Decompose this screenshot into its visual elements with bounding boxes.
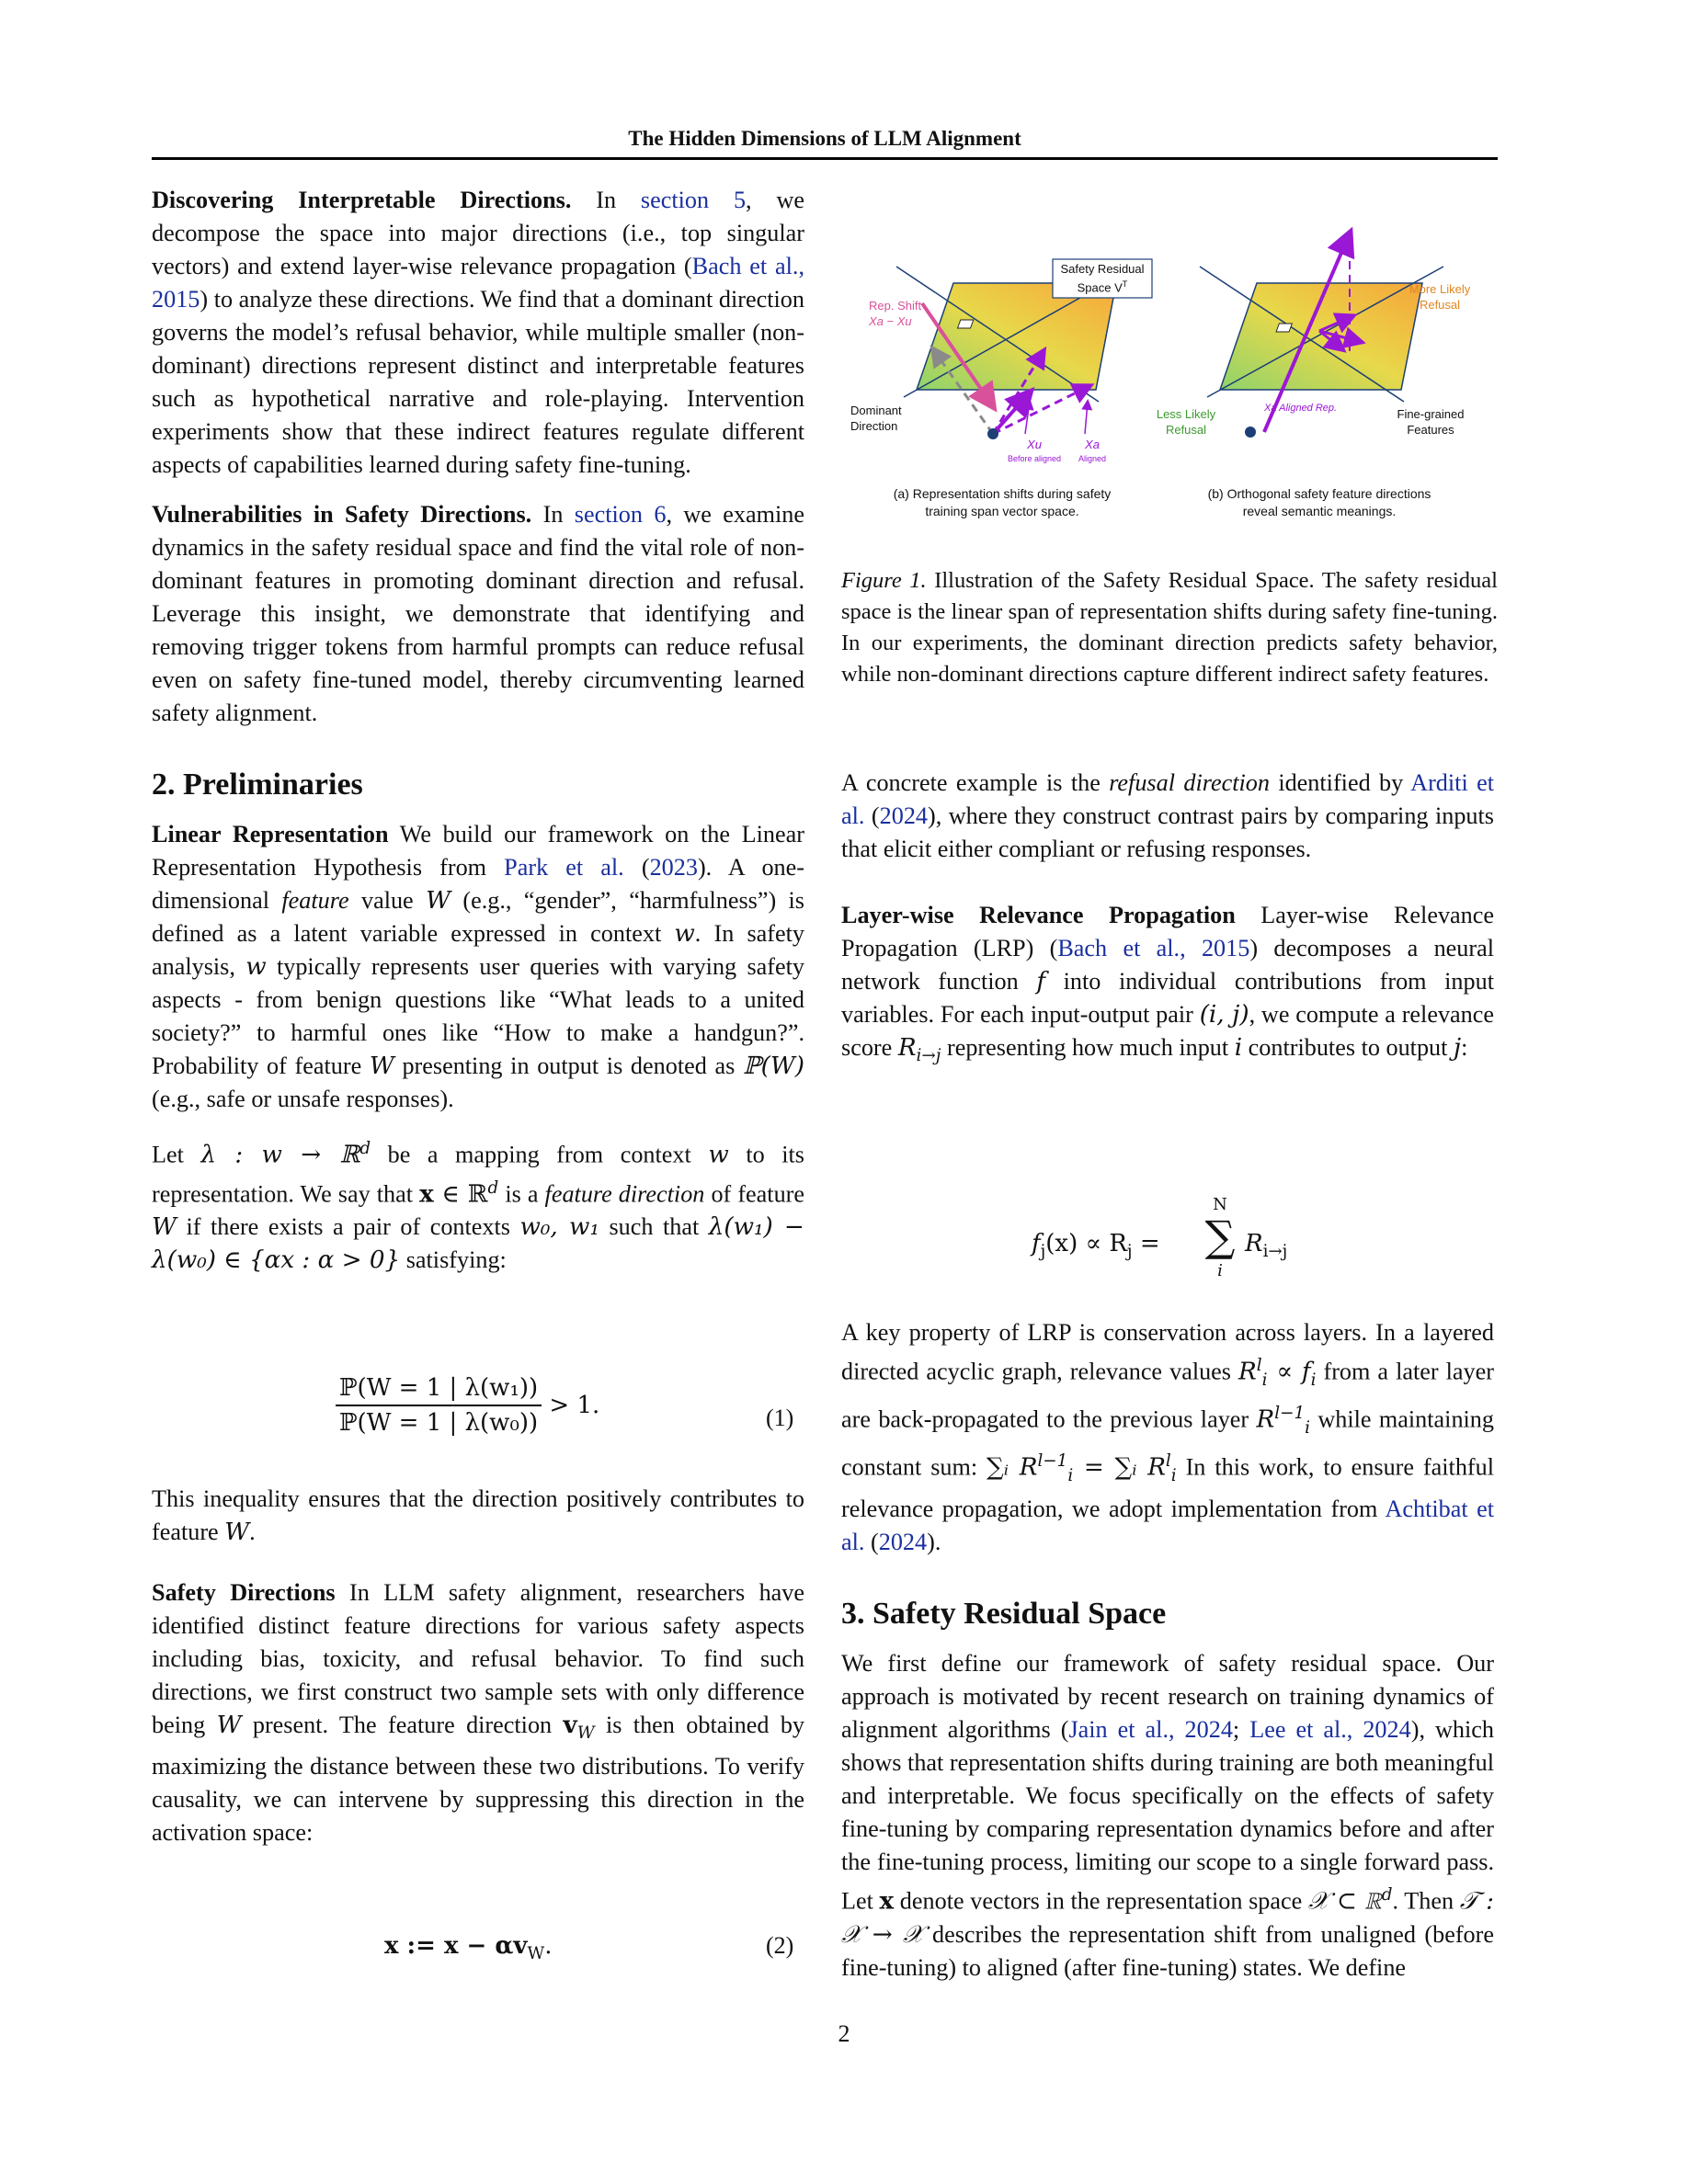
- fig-text: reveal semantic meanings.: [1242, 504, 1397, 518]
- eq3-sum-bottom: i: [1217, 1261, 1223, 1280]
- text: from a later layer are back-propagated to the previous layer: [841, 1358, 1494, 1433]
- text: ), where they construct contrast pairs by comparing inputs that elicit either compliant or refusing responses.: [841, 802, 1494, 862]
- math: λ : w → ℝ: [200, 1141, 360, 1169]
- fig-text: Features: [1407, 423, 1454, 437]
- paragraph-heading: Discovering Interpretable Directions.: [152, 187, 572, 213]
- text: A key property of LRP is conservation across layers. In a layered directed acyclic graph, relevance values: [841, 1319, 1494, 1385]
- math: l−1: [1274, 1403, 1306, 1423]
- eq3-sum-sign: ∑: [1204, 1211, 1236, 1261]
- text: such that: [599, 1213, 709, 1241]
- text: In: [571, 187, 641, 213]
- fig-text: Direction: [850, 419, 898, 433]
- running-header: The Hidden Dimensions of LLM Alignment: [628, 127, 1021, 150]
- citation-link[interactable]: Achtibat et al.: [841, 1495, 1495, 1555]
- paragraph-heading: Linear Representation: [152, 821, 389, 847]
- math: ℙ(W): [742, 1052, 804, 1080]
- math: j: [1453, 1034, 1462, 1062]
- eq1-rhs: > 1.: [549, 1392, 600, 1419]
- xu-arrow: [993, 392, 1030, 434]
- label-dominant-direction: [850, 403, 902, 434]
- section-heading-preliminaries: 2. Preliminaries: [152, 768, 363, 802]
- text: (: [864, 802, 880, 829]
- origin-point-b: [1245, 427, 1256, 438]
- label-xa: [1069, 438, 1115, 465]
- fig-text: Xa: [1085, 438, 1100, 451]
- math: d: [1381, 1884, 1393, 1905]
- math: i→j: [916, 1046, 941, 1066]
- text: , we compute a relevance score: [841, 1001, 1495, 1061]
- fig-text: Xu: [1027, 438, 1042, 451]
- eq3-part: j: [1040, 1242, 1046, 1262]
- left-column-lower: [152, 1483, 804, 1849]
- eq3-part: (x) ∝ R: [1045, 1230, 1127, 1257]
- fig-text: (a) Representation shifts during safety: [893, 486, 1112, 501]
- math: W: [369, 1052, 394, 1080]
- paragraph-key-property: [841, 1316, 1494, 1559]
- subcaption-b: [1163, 485, 1476, 520]
- text: into individual contributions from input variables. For each input-output pair: [841, 968, 1494, 1028]
- eq3-part: R: [1245, 1230, 1263, 1257]
- eq3-part: =: [1132, 1230, 1160, 1257]
- math: 𝒳 ⊂ ℝ: [1307, 1887, 1382, 1916]
- text: present. The feature direction: [241, 1712, 564, 1738]
- citation-link[interactable]: Park et al.: [504, 854, 624, 881]
- paragraph-framework: [841, 1647, 1494, 1985]
- text: of feature: [704, 1180, 805, 1208]
- fig-text: Xa − Xu: [869, 314, 912, 328]
- text: ). A one-dimensional: [152, 854, 804, 914]
- text: , we examine dynamics in the safety residual space and find the vital role of non-dominant features in promoting dominant direction and refusal. Leverage this insight, we demonstrate that identifying and removing trigger tokens from harmful prompts can reduce refusal even on safety fine-tuned model, thereby circumventing learned safety alignment.: [152, 501, 804, 726]
- math: x: [419, 1179, 434, 1209]
- math: w: [674, 920, 695, 948]
- math: i: [1234, 1034, 1243, 1062]
- text: ), which shows that representation shifts during training are both meaningful and interpretable. We focus specifically on the effects of safety fine-tuning by comparing representation dynamics before and after the fine-tuning process, limiting our scope to a single forward pass. Let: [841, 1715, 1494, 1915]
- fig-text: Rep. Shift: [869, 299, 922, 313]
- paragraph-let: [152, 1132, 804, 1277]
- text: , we decompose the space into major directions (i.e., top singular vectors) and extend layer-wise relevance propagation (: [152, 187, 804, 279]
- fig-text: Less Likely: [1156, 407, 1216, 421]
- text: presenting in output is denoted as: [393, 1052, 743, 1079]
- fig-text: T: [1122, 279, 1128, 289]
- text: (e.g., safe or unsafe responses).: [152, 1086, 454, 1112]
- caption-label: Figure 1.: [841, 568, 927, 593]
- eq1-numerator: ℙ(W = 1 | λ(w₁)): [336, 1374, 542, 1406]
- text: A concrete example is the: [841, 769, 1110, 796]
- math: W: [224, 1519, 250, 1546]
- label-fine-grained: [1391, 406, 1470, 438]
- fig-text: Xa Aligned Rep.: [1264, 403, 1338, 414]
- text: ).: [927, 1528, 941, 1555]
- emphasis: feature direction: [544, 1180, 705, 1208]
- text: describes the representation shift from unaligned (before fine-tuning) to aligned (after fine-tuning) states. We define: [841, 1920, 1494, 1981]
- text: if there exists a pair of contexts: [176, 1213, 520, 1241]
- figure-1-diagram: [841, 213, 1498, 530]
- citation-year-link[interactable]: 2023: [649, 854, 698, 881]
- citation-year-link[interactable]: 2024: [878, 1528, 928, 1555]
- text: Let: [152, 1141, 201, 1168]
- eq3-left: [1032, 1230, 1160, 1261]
- math: l: [1256, 1356, 1262, 1375]
- caption-text: Illustration of the Safety Residual Space. The safety residual space is the linear span of representation shifts during safety fine-tuning. In our experiments, the dominant direction predicts safety behavior, while non-dominant directions capture different indirect safety features.: [841, 568, 1498, 687]
- math: ∑ᵢ R: [987, 1453, 1038, 1482]
- section-heading-safety-residual: 3. Safety Residual Space: [841, 1596, 1167, 1631]
- fig-text: training span vector space.: [925, 504, 1079, 518]
- fig-text: Dominant: [850, 404, 902, 417]
- text: ) decomposes a neural network function: [841, 935, 1494, 995]
- math: (i, j): [1199, 1001, 1249, 1029]
- citation-link[interactable]: Arditi et al.: [841, 769, 1495, 829]
- math: R: [1256, 1405, 1275, 1434]
- label-rep-shift: [869, 298, 921, 329]
- equation-3: [1032, 1195, 1326, 1278]
- math: i: [1067, 1465, 1074, 1485]
- eq2-sub: W: [527, 1944, 545, 1964]
- paragraph-heading: Safety Directions: [152, 1579, 336, 1606]
- paragraph-discovering: [152, 184, 804, 482]
- eq3-part: i→j: [1262, 1242, 1288, 1262]
- text: (: [864, 1528, 879, 1555]
- label-less-likely-refusal: [1146, 406, 1226, 438]
- xa-pointer: [1085, 402, 1088, 434]
- emphasis: refusal direction: [1109, 769, 1270, 796]
- section-link[interactable]: section 6: [574, 501, 667, 528]
- equation-1: [336, 1374, 599, 1437]
- text: while maintaining constant sum:: [841, 1405, 1494, 1481]
- fig-text: Refusal: [1165, 423, 1207, 437]
- fig-text: Aligned: [1078, 454, 1107, 463]
- text: to its representation. We say that: [152, 1141, 804, 1208]
- math: W: [576, 1723, 595, 1744]
- math: w: [708, 1141, 729, 1169]
- paragraph-safety-directions: [152, 1576, 804, 1849]
- eq3-part: j: [1126, 1242, 1133, 1262]
- text: We first define our framework of safety residual space. Our approach is motivated by recent research on training dynamics of alignment algorithms (: [841, 1649, 1494, 1743]
- paragraph-linear-representation: [152, 818, 804, 1116]
- equation-1-number: (1): [766, 1405, 794, 1431]
- citation-link[interactable]: Bach et al., 2015: [152, 253, 804, 313]
- text: value: [348, 887, 427, 914]
- math: R: [897, 1034, 917, 1062]
- citation-link[interactable]: Bach et al., 2015: [1057, 935, 1250, 961]
- eq3-right: [1245, 1230, 1287, 1261]
- paragraph-heading: Layer-wise Relevance Propagation: [841, 902, 1236, 928]
- figure-1-caption: [841, 565, 1498, 690]
- text: We build our framework on the Linear Representation Hypothesis from: [152, 821, 804, 881]
- math: W: [216, 1712, 242, 1739]
- xu-pointer: [1025, 402, 1030, 434]
- text: (e.g., “gender”, “harmfulness”) is defined as a latent variable expressed in context: [152, 887, 804, 947]
- fig-text: Space V: [1077, 280, 1123, 295]
- text: . Then: [1392, 1887, 1460, 1915]
- subcaption-a: [860, 485, 1145, 520]
- math: d: [487, 1177, 499, 1198]
- text: (: [623, 854, 650, 881]
- text: :: [1461, 1034, 1468, 1061]
- math: i: [1310, 1370, 1317, 1390]
- eq3-part: f: [1032, 1230, 1041, 1257]
- page-number: 2: [838, 2020, 850, 2047]
- left-column: [152, 184, 804, 1277]
- math: λ(w₁) − λ(w₀) ∈ {αx : α > 0}: [152, 1213, 804, 1275]
- text: is then obtained by maximizing the distance between these two distributions. To verify causality, we can intervene by suppressing this direction in the activation space:: [152, 1712, 805, 1847]
- math: W: [152, 1213, 177, 1242]
- equation-2-number: (2): [766, 1932, 794, 1959]
- text: In this work, to ensure faithful relevance propagation, we adopt implementation from: [841, 1453, 1494, 1522]
- label-aligned-rep: [1264, 403, 1337, 414]
- equation-2: [384, 1932, 552, 1963]
- text: representing how much input: [941, 1034, 1235, 1061]
- text: satisfying:: [400, 1246, 507, 1274]
- citation-year-link[interactable]: 2024: [879, 802, 929, 829]
- citation-link[interactable]: Lee et al., 2024: [1249, 1715, 1411, 1743]
- paragraph-concrete: [841, 767, 1494, 866]
- text: This inequality ensures that the direction positively contributes to feature: [152, 1485, 804, 1545]
- label-xu: [998, 438, 1071, 465]
- text: denote vectors in the representation space: [894, 1887, 1308, 1915]
- text: .: [249, 1519, 256, 1545]
- paragraph-vulnerabilities: [152, 498, 804, 730]
- text: be a mapping from context: [371, 1141, 709, 1168]
- text: contributes to output: [1242, 1034, 1454, 1061]
- orthogonal-marker-b: [1276, 324, 1292, 332]
- fig-text: Before aligned: [1007, 454, 1062, 463]
- text: is a: [498, 1180, 545, 1208]
- text: In: [531, 501, 575, 528]
- right-column: [841, 767, 1494, 1073]
- math: l−1: [1037, 1450, 1068, 1471]
- math: l: [1165, 1450, 1171, 1471]
- math: i: [1261, 1370, 1268, 1390]
- math: R: [1238, 1358, 1257, 1386]
- math: d: [359, 1139, 371, 1158]
- paragraph-inequality: [152, 1483, 804, 1549]
- fig-text: (b) Orthogonal safety feature directions: [1207, 486, 1431, 501]
- text: typically represents user queries with varying safety aspects - from benign questions like “What leads to a united society?” to harmful ones like “How to make a handgun?”. Probability of feature: [152, 953, 804, 1079]
- text: identified by: [1269, 769, 1411, 796]
- text: ) to analyze these directions. We find that a dominant direction governs the model’s refusal behavior, while multiple smaller (non-dominant) directions represent distinct and interpretable features such as hypothetical narrative and role-playing. Intervention experiments show that these indirect features regulate different aspects of capabilities learned during safety fine-tuning.: [152, 286, 804, 478]
- right-column-lower: [841, 1316, 1494, 1985]
- paragraph-lrp: [841, 899, 1494, 1073]
- orthogonal-marker-a: [958, 320, 974, 328]
- label-more-likely-refusal: [1402, 281, 1477, 313]
- math: W: [426, 887, 451, 915]
- math: v: [563, 1711, 577, 1739]
- math: ∈ ℝ: [433, 1180, 488, 1209]
- text: . In safety analysis,: [152, 920, 804, 980]
- eq2-tail: .: [544, 1932, 553, 1960]
- text: ;: [1232, 1715, 1250, 1743]
- fig-text: Safety Residual: [1060, 262, 1145, 276]
- fig-text: Refusal: [1419, 298, 1461, 312]
- section-link[interactable]: section 5: [640, 187, 747, 213]
- text: Layer-wise Relevance Propagation (LRP) (: [841, 902, 1494, 961]
- eq2-body: x := x − αv: [384, 1932, 528, 1960]
- math: x: [879, 1886, 895, 1916]
- math: ∝ f: [1267, 1358, 1311, 1386]
- math: i: [1305, 1417, 1310, 1438]
- citation-link[interactable]: Jain et al., 2024: [1068, 1715, 1233, 1743]
- text: In LLM safety alignment, researchers have identified distinct feature directions for various safety aspects including bias, toxicity, and refusal behavior. To find such directions, we first construct two sample sets with only difference being: [152, 1579, 804, 1738]
- math: f: [1036, 968, 1046, 995]
- math: = ∑ᵢ R: [1073, 1453, 1166, 1482]
- figure-1: [841, 213, 1498, 530]
- math: 𝒯 : 𝒳 → 𝒳: [841, 1887, 1495, 1949]
- fig-text: More Likely: [1409, 282, 1471, 296]
- paragraph-heading: Vulnerabilities in Safety Directions.: [152, 501, 532, 528]
- eq1-denominator: ℙ(W = 1 | λ(w₀)): [339, 1409, 539, 1437]
- label-safety-residual: [1053, 261, 1152, 295]
- emphasis: feature: [281, 887, 349, 914]
- math: w₀, w₁: [519, 1213, 599, 1242]
- math: i: [1170, 1465, 1177, 1485]
- eq3-sum-top: N: [1213, 1195, 1227, 1214]
- header-rule: [152, 157, 1498, 160]
- fig-text: Fine-grained: [1397, 407, 1465, 421]
- math: w: [245, 953, 267, 981]
